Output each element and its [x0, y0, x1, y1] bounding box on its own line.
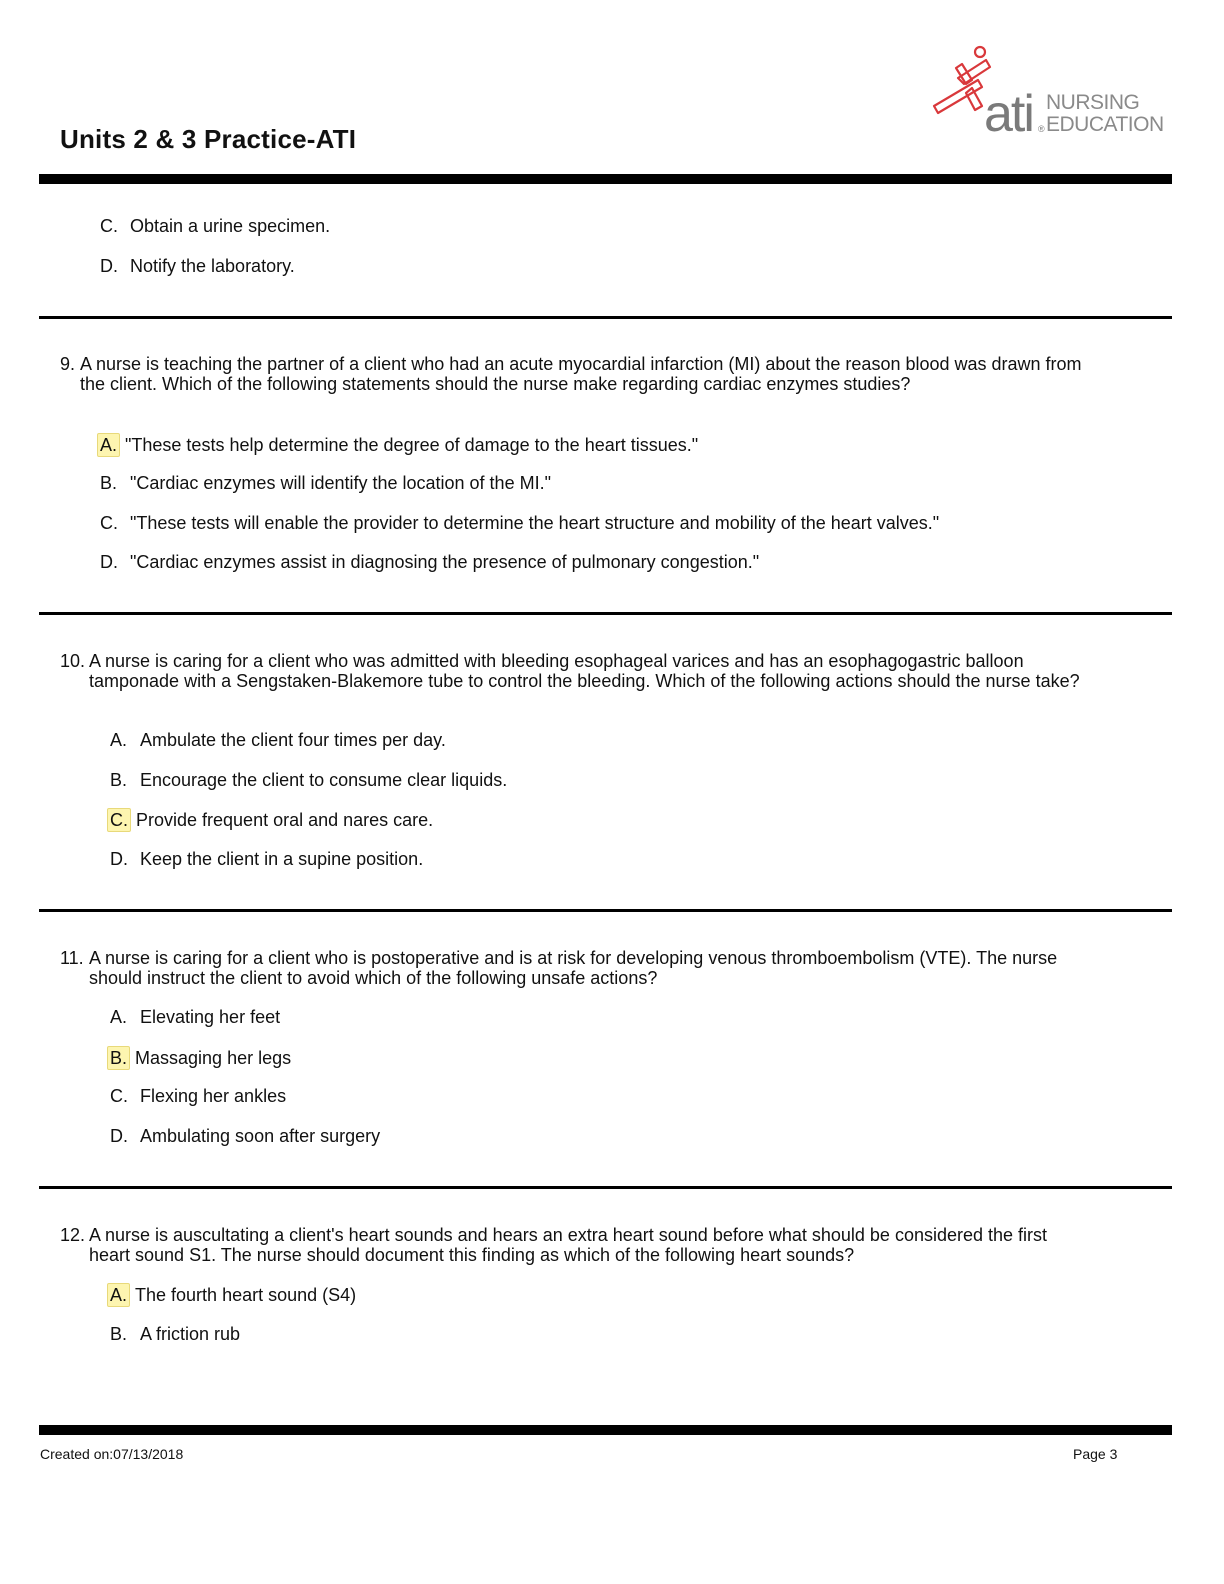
header-rule: [39, 174, 1172, 184]
q8-option-c: [100, 215, 330, 237]
question-number: 11.: [60, 948, 84, 968]
correct-answer-letter: B.: [107, 1046, 130, 1070]
page-number: Page 3: [1073, 1446, 1118, 1462]
ati-logo: [928, 40, 1164, 143]
option-letter: D.: [100, 256, 118, 276]
q9-option-a: [100, 433, 698, 457]
question-11: [60, 948, 1089, 988]
footer-rule: [39, 1425, 1172, 1435]
option-text: Keep the client in a supine position.: [140, 849, 424, 869]
option-text: "Cardiac enzymes will identify the location of the MI.": [130, 473, 551, 493]
correct-answer-letter: A.: [107, 1283, 130, 1307]
question-number: 12.: [60, 1225, 86, 1245]
question-stem: A nurse is auscultating a client's heart sounds and hears an extra heart sound before what should be considered the first heart sound S1. The nurse should document this finding as which of the following heart sounds?: [89, 1225, 1048, 1265]
question-number: 9.: [60, 354, 76, 374]
option-letter: C.: [100, 513, 118, 533]
option-text: Ambulating soon after surgery: [140, 1126, 381, 1146]
q10-option-a: [110, 729, 446, 751]
divider: [39, 612, 1172, 615]
option-text: "These tests will enable the provider to determine the heart structure and mobility of the heart valves.": [130, 513, 940, 533]
option-text: Obtain a urine specimen.: [130, 216, 331, 236]
q11-option-d: [110, 1125, 380, 1147]
q9-option-d: [100, 551, 759, 573]
correct-answer-letter: C.: [107, 808, 131, 832]
option-letter: D.: [110, 1126, 128, 1146]
logo-registered-mark: ®: [1038, 124, 1045, 134]
logo-brand: ati: [984, 85, 1033, 143]
option-text: "Cardiac enzymes assist in diagnosing the presence of pulmonary congestion.": [130, 552, 760, 572]
logo-line-2: EDUCATION: [1046, 113, 1164, 136]
option-letter: B.: [110, 1324, 128, 1344]
q11-option-b: [110, 1046, 291, 1070]
option-text: Encourage the client to consume clear liquids.: [140, 770, 508, 790]
option-text: The fourth heart sound (S4): [135, 1285, 357, 1305]
q10-option-b: [110, 769, 507, 791]
option-letter: A.: [110, 1007, 128, 1027]
q8-option-d: [100, 255, 295, 277]
option-letter: B.: [110, 770, 128, 790]
option-text: Notify the laboratory.: [130, 256, 295, 276]
option-letter: D.: [100, 552, 118, 572]
q9-option-c: [100, 512, 939, 534]
divider: [39, 909, 1172, 912]
option-text: Massaging her legs: [135, 1048, 292, 1068]
question-stem: A nurse is teaching the partner of a client who had an acute myocardial infarction (MI) about the reason blood was drawn from the client. Which of the following statements should the nurse make regarding cardiac enzymes studies?: [80, 354, 1082, 394]
q12-option-a: [110, 1283, 356, 1307]
q11-option-c: [110, 1085, 286, 1107]
divider: [39, 1186, 1172, 1189]
q9-option-b: [100, 472, 551, 494]
question-number: 10.: [60, 651, 86, 671]
q11-option-a: [110, 1006, 280, 1028]
option-text: Elevating her feet: [140, 1007, 281, 1027]
option-text: Provide frequent oral and nares care.: [136, 810, 434, 830]
question-12: [60, 1225, 1089, 1265]
option-letter: B.: [100, 473, 118, 493]
logo-line-1: NURSING: [1046, 91, 1140, 114]
option-letter: C.: [100, 216, 118, 236]
question-9: [60, 354, 1090, 394]
q10-option-d: [110, 848, 423, 870]
question-stem: A nurse is caring for a client who was admitted with bleeding esophageal varices and has an esophagogastric balloon tamponade with a Sengstaken-Blakemore tube to control the bleeding. Which of the following actions should the nurse take?: [89, 651, 1080, 691]
divider: [39, 316, 1172, 319]
option-letter: D.: [110, 849, 128, 869]
option-letter: A.: [110, 730, 128, 750]
option-letter: C.: [110, 1086, 128, 1106]
q10-option-c: [110, 808, 433, 832]
page-title: Units 2 & 3 Practice-ATI: [60, 124, 357, 154]
q12-option-b: [110, 1323, 240, 1345]
option-text: Ambulate the client four times per day.: [140, 730, 446, 750]
question-stem: A nurse is caring for a client who is postoperative and is at risk for developing venous thromboembolism (VTE). The nurse should instruct the client to avoid which of the following unsafe actions?: [89, 948, 1058, 988]
option-text: "These tests help determine the degree of damage to the heart tissues.": [125, 435, 699, 455]
correct-answer-letter: A.: [97, 433, 120, 457]
created-date: Created on:07/13/2018: [40, 1446, 184, 1462]
option-text: Flexing her ankles: [140, 1086, 287, 1106]
question-10: [60, 651, 1089, 691]
option-text: A friction rub: [140, 1324, 241, 1344]
